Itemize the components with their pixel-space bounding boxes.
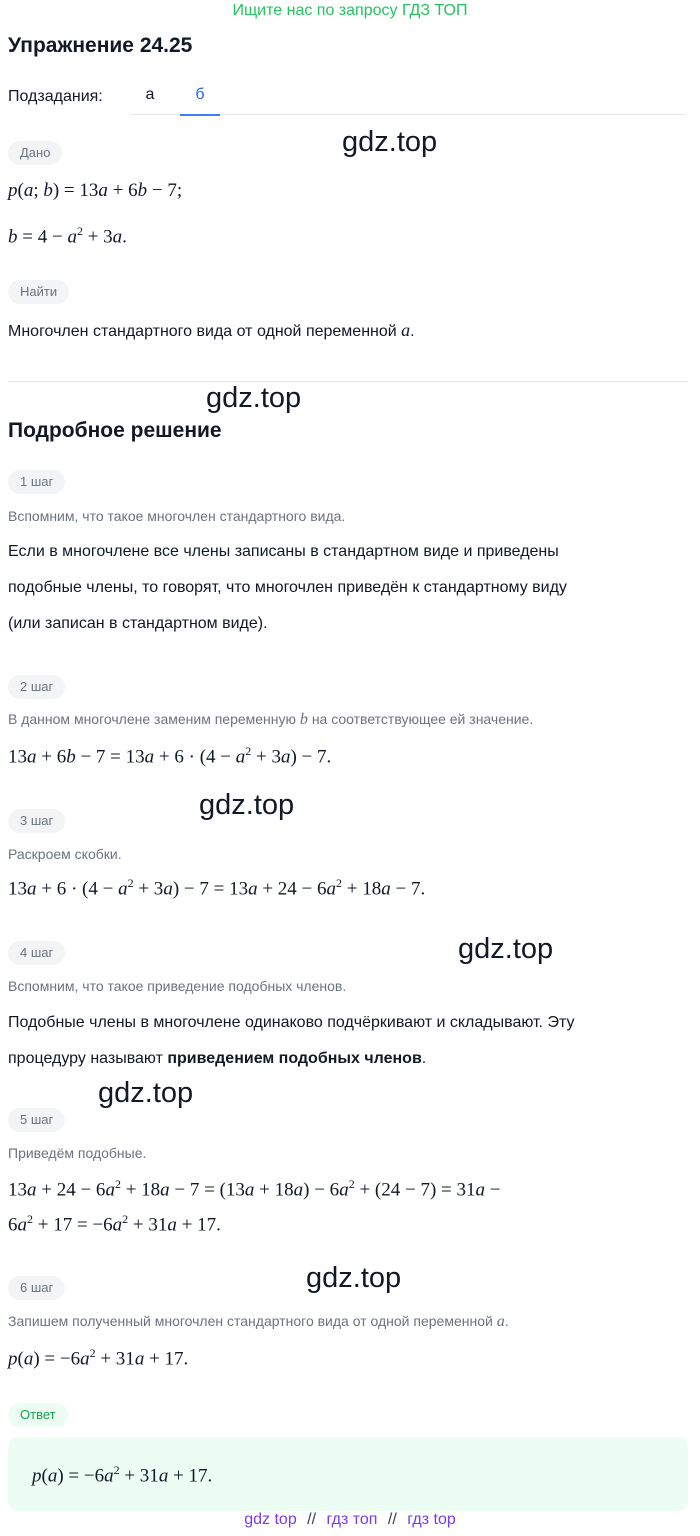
step-chip: 4 шаг — [8, 941, 65, 965]
step-chip: 2 шаг — [8, 675, 65, 699]
answer-formula: $p(a) = -6a^2 + 31a + 17$. — [32, 1463, 213, 1487]
answer-chip: Ответ — [8, 1403, 68, 1427]
watermark: gdz.top — [98, 1077, 194, 1109]
step-chip: 5 шаг — [8, 1108, 65, 1132]
watermark: gdz.top — [306, 1262, 402, 1294]
find-text: Многочлен стандартного вида от одной переменной a. — [8, 320, 415, 340]
answer-box — [8, 1437, 688, 1511]
subtasks-tabs — [130, 78, 686, 115]
step-hint: Приведём подобные. — [8, 1145, 147, 1161]
step-hint: Вспомним, что такое приведение подобных членов. — [8, 978, 347, 994]
step-formula: $p(a) = -6a^2 + 31a + 17$. — [8, 1346, 189, 1370]
step-text: процедуру называют приведением подобных членов. — [8, 1050, 427, 1067]
divider — [8, 381, 688, 382]
step-formula: $13a + 24 - 6a^2 + 18a - 7 = (13a + 18a) - 6a^2 + (24 - 7) = 31a$ − — [8, 1177, 501, 1201]
step-text: Подобные члены в многочлене одинаково подчёркивают и складывают. Эту — [8, 1014, 575, 1031]
tab-subtask-b[interactable]: б — [180, 86, 220, 116]
footer-separator: // — [387, 1511, 397, 1528]
step-text: Если в многочлене все члены записаны в стандартном виде и приведены — [8, 543, 559, 560]
watermark: gdz.top — [342, 126, 438, 158]
step-formula: $13a + 6b - 7 = 13a + 6 \cdot (4 - a^2 + 3a) - 7$. — [8, 744, 332, 768]
given-formula-2: $b = 4 - a^2 + 3a$. — [8, 224, 127, 248]
watermark: gdz.top — [458, 933, 554, 965]
step-chip: 1 шаг — [8, 470, 65, 494]
search-banner: Ищите нас по запросу ГДЗ ТОП — [232, 2, 468, 19]
footer-links — [0, 1511, 700, 1529]
solution-title: Подробное решение — [8, 419, 222, 442]
step-formula: $6a^2 + 17 = -6a^2 + 31a + 17$. — [8, 1212, 221, 1236]
footer-link[interactable]: гдз top — [407, 1511, 456, 1528]
step-hint: В данном многочлене заменим переменную b на соответствующее ей значение. — [8, 711, 534, 728]
page-title: Упражнение 24.25 — [8, 34, 193, 57]
watermark: gdz.top — [199, 789, 295, 821]
footer-separator: // — [307, 1511, 317, 1528]
step-hint: Запишем полученный многочлен стандартного вида от одной переменной a. — [8, 1313, 509, 1330]
step-chip: 6 шаг — [8, 1276, 65, 1300]
step-formula: $13a + 6 \cdot (4 - a^2 + 3a) - 7 = 13a + 24 - 6a^2 + 18a - 7$. — [8, 876, 426, 900]
watermark: gdz.top — [206, 382, 302, 414]
step-hint: Раскроем скобки. — [8, 846, 122, 862]
step-chip: 3 шаг — [8, 809, 65, 833]
subtasks-label: Подзадания: — [8, 88, 103, 105]
step-text: (или записан в стандартном виде). — [8, 615, 268, 632]
step-hint: Вспомним, что такое многочлен стандартного вида. — [8, 508, 346, 524]
step-text: подобные члены, то говорят, что многочлен приведён к стандартному виду — [8, 579, 567, 596]
footer-link[interactable]: гдз топ — [326, 1511, 378, 1528]
tab-subtask-a[interactable]: а — [145, 86, 155, 103]
find-chip: Найти — [8, 280, 69, 304]
given-chip: Дано — [8, 141, 62, 165]
footer-link[interactable]: gdz top — [244, 1511, 297, 1528]
given-formula-1: p(a; b) = 13a + 6b − 7; — [8, 180, 183, 201]
